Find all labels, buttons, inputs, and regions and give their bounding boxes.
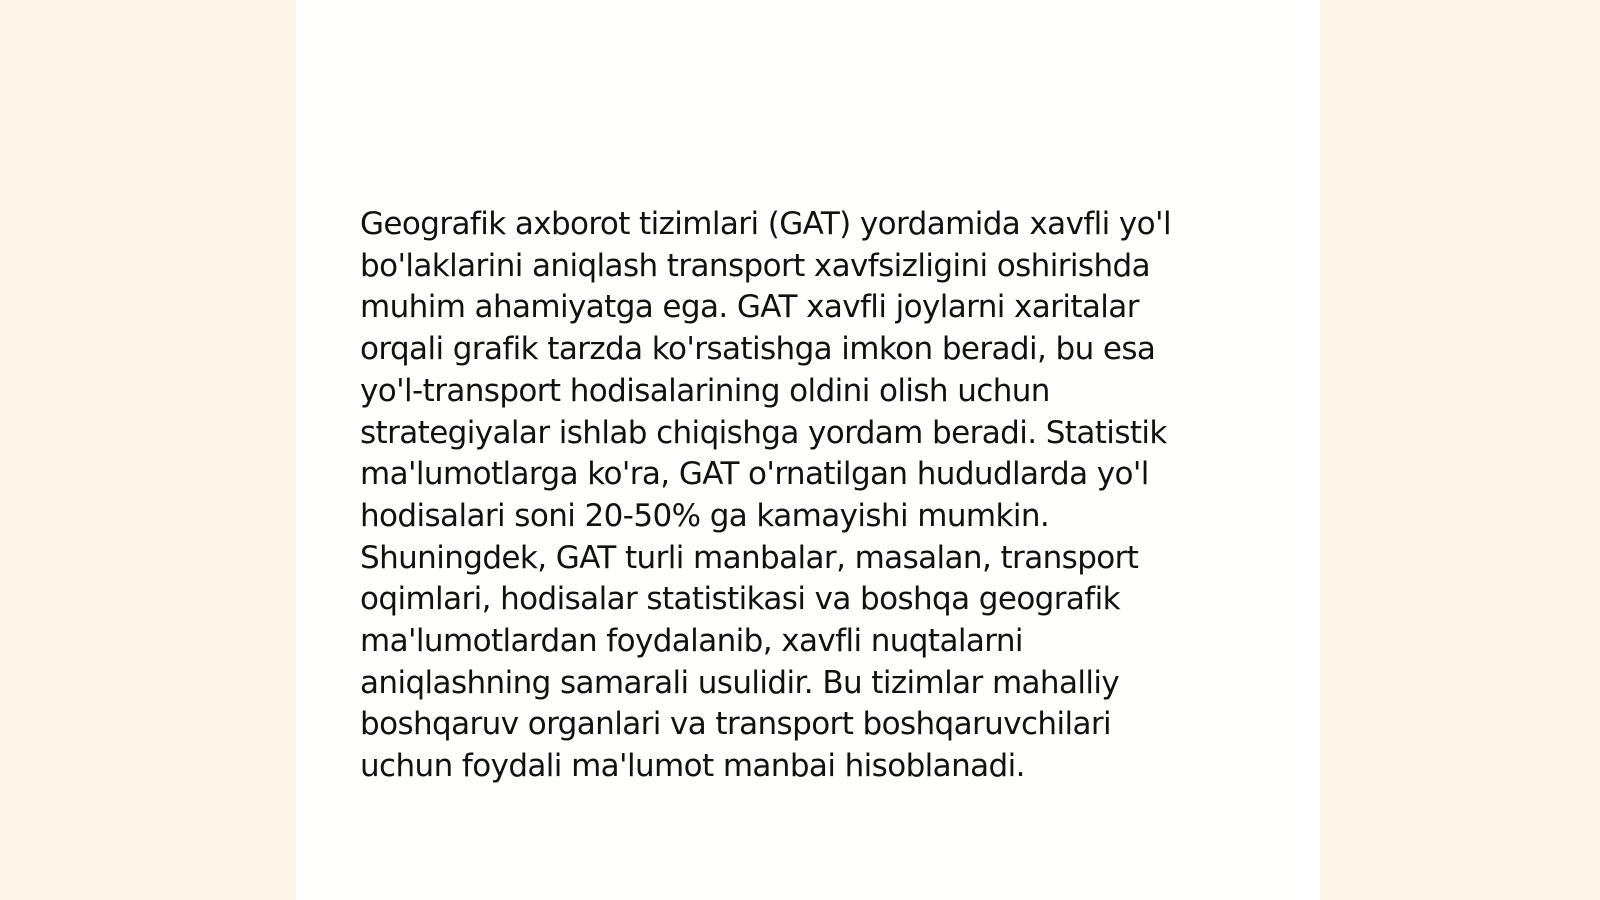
text-line: boshqaruv organlari va transport boshqaruvchilari: [360, 706, 1112, 743]
text-line: bo'laklarini aniqlash transport xavfsizligini oshirishda: [360, 247, 1150, 284]
document-page: [296, 0, 1320, 900]
text-line: uchun foydali ma'lumot manbai hisoblanadi.: [360, 748, 1025, 785]
text-line: Shuningdek, GAT turli manbalar, masalan, transport: [360, 539, 1139, 576]
body-paragraph: [360, 204, 1260, 788]
text-line: Geografik axborot tizimlari (GAT) yordamida xavfli yo'l: [360, 206, 1171, 242]
text-line: strategiyalar ishlab chiqishga yordam beradi. Statistik: [360, 414, 1167, 451]
text-line: ma'lumotlardan foydalanib, xavfli nuqtalarni: [360, 623, 1023, 660]
text-line: aniqlashning samarali usulidir. Bu tizimlar mahalliy: [360, 664, 1120, 701]
text-line: yo'l-transport hodisalarining oldini olish uchun: [360, 372, 1050, 409]
text-line: oqimlari, hodisalar statistikasi va boshqa geografik: [360, 581, 1120, 618]
text-line: muhim ahamiyatga ega. GAT xavfli joylarni xaritalar: [360, 289, 1139, 326]
text-line: hodisalari soni 20-50% ga kamayishi mumkin.: [360, 497, 1050, 534]
right-margin-background: [1320, 0, 1600, 900]
left-margin-background: [0, 0, 296, 900]
text-line: ma'lumotlarga ko'ra, GAT o'rnatilgan hududlarda yo'l: [360, 456, 1149, 493]
text-line: orqali grafik tarzda ko'rsatishga imkon beradi, bu esa: [360, 331, 1156, 368]
